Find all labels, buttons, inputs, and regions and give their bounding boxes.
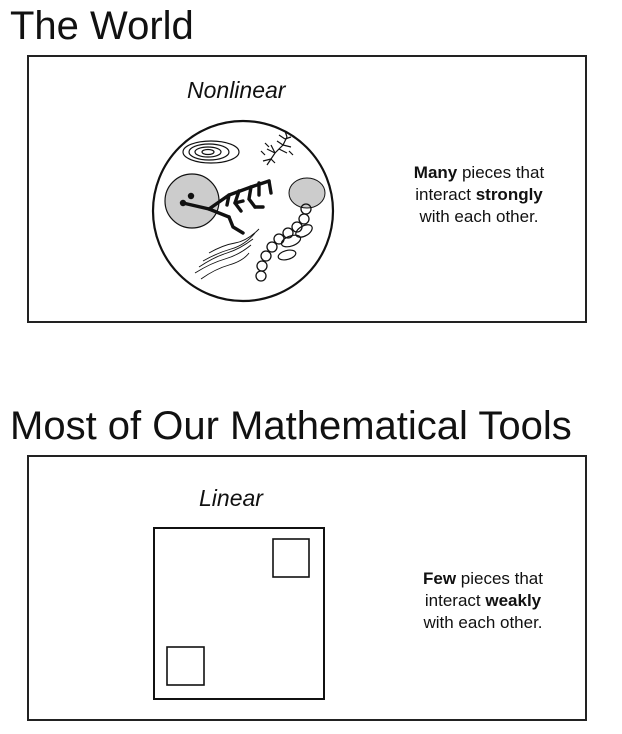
desc-bold-strongly: strongly [475,185,543,204]
nonlinear-panel [27,55,587,323]
linear-description [393,568,573,634]
desc-text: interact [424,591,486,610]
shaded-disc-left [165,174,219,228]
desc-bold-weakly: weakly [485,591,542,610]
desc-bold-few: Few [422,569,457,588]
section-heading-math-tools: Most of Our Mathematical Tools [10,404,572,448]
fractal-fern [261,131,293,165]
desc-text: pieces that [456,569,543,588]
wavy-lines [195,229,259,279]
desc-bold-many: Many [413,163,458,182]
nonlinear-description [389,162,569,228]
desc-text: with each other. [423,613,543,632]
linear-label: Linear [199,485,263,511]
linear-panel [27,455,587,721]
small-square-bottom-left [167,647,204,685]
desc-text: with each other. [419,207,539,226]
desc-text: interact [415,185,476,204]
big-square [154,528,324,699]
section-heading-world: The World [10,4,194,48]
concentric-ovals [183,141,239,163]
small-square-top-right [273,539,309,577]
nonlinear-label: Nonlinear [187,77,286,103]
desc-text: pieces that [457,163,545,182]
circle-chain [256,204,311,281]
